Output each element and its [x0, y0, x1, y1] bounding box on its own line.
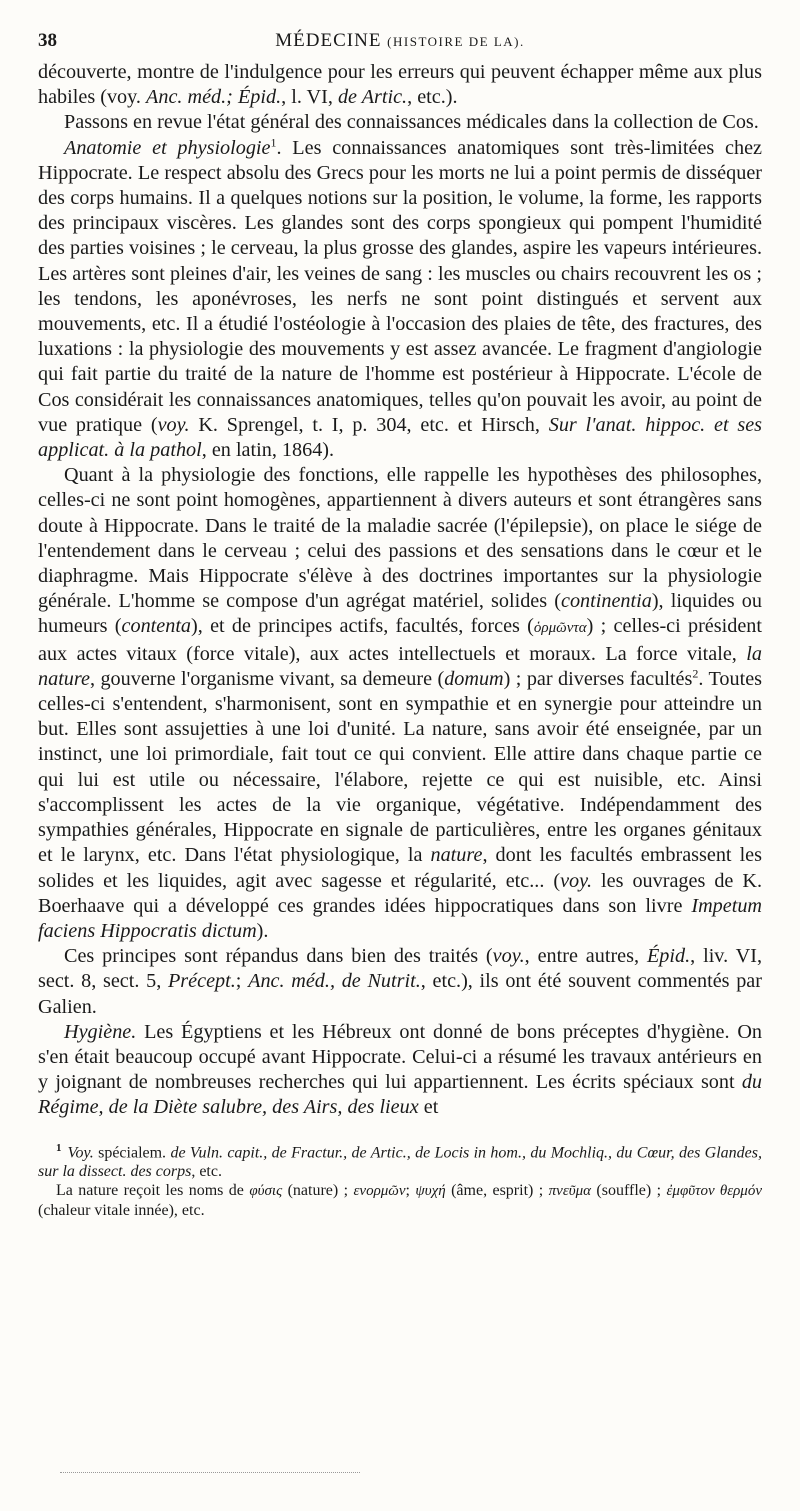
text-run: , entre autres,	[524, 945, 647, 968]
greek-term: ψυχή	[415, 1182, 446, 1199]
italic-text: Hygiène.	[64, 1020, 137, 1043]
text-run: Quant à la physiologie des fonctions, elle rappelle les hypothèses des philosophes, celles-ci ne sont point homogènes, appartiennent à divers auteurs et sont étrangères sans doute à Hippocrate. Dans le traité de la maladie sacrée (l'épilepsie), on place le siége de l'entendement dans le cerveau ; celui des passions et des sensations dans le cœur et le diaphragme. Mais Hippocrate s'élève à des doctrines importantes sur la physiologie générale. L'homme se compose d'un agrégat matériel, solides (	[38, 464, 762, 613]
text-run: , dont les facultés embrassent les solides et les liquides, agit avec sagesse et régularité, etc... (	[38, 844, 762, 892]
text-run: découverte, montre de l'indulgence pour les erreurs qui peuvent échapper même aux plus habiles (voy.	[38, 61, 762, 109]
text-run: Passons en revue l'état général des connaissances médicales dans la collection de Cos.	[64, 111, 759, 134]
text-run: ;	[405, 1181, 416, 1199]
bottom-rule	[60, 1472, 360, 1474]
footnote-ref: 2	[692, 666, 699, 681]
text-run: K. Sprengel, t. I, p. 304, etc. et Hirsch,	[189, 413, 549, 436]
text-run: , etc.).	[407, 86, 458, 109]
italic-text: nature	[430, 844, 483, 867]
footnote-mark: 1	[56, 1141, 62, 1154]
italic-text: contenta	[121, 615, 192, 638]
text-run: ), liquides ou humeurs (	[38, 590, 762, 638]
greek-term: ἐμφῦτον θερμόν	[666, 1182, 762, 1199]
text-run: ).	[256, 919, 269, 942]
italic-text: voy.	[492, 945, 525, 968]
running-head-sub: (HISTOIRE DE LA).	[387, 34, 525, 49]
paragraph	[38, 1020, 762, 1121]
italic-text: continentia	[560, 590, 652, 613]
italic-text: Anc. méd.; Épid.	[146, 86, 282, 109]
paragraph	[38, 944, 762, 1020]
footnote	[38, 1139, 762, 1181]
paragraph	[38, 463, 762, 944]
italic-text: de Vuln. capit., de Fractur., de Artic., de Locis in hom., du Mochliq., du Cœur, des Glandes, sur la dissect. des corps	[38, 1143, 763, 1180]
greek-term: ὁρμῶντα	[533, 620, 587, 637]
paragraph	[38, 110, 762, 135]
italic-text: Anc. méd., de Nutrit.	[248, 970, 421, 993]
text-run: les ouvrages de K. Boerhaave qui a développé ces grandes idées hippocratiques dans son livre	[38, 869, 762, 917]
text-run: (âme, esprit) ;	[445, 1181, 549, 1199]
text-run: et	[418, 1096, 439, 1119]
footnote-ref: 1	[270, 134, 277, 149]
text-run: (chaleur vitale innée), etc.	[38, 1201, 205, 1219]
italic-text: la nature	[38, 642, 762, 690]
footnote	[38, 1181, 762, 1220]
text-run: , en latin, 1864).	[201, 439, 335, 462]
running-head-main: MÉDECINE	[275, 30, 382, 51]
italic-text: Anatomie et physiologie	[64, 136, 271, 159]
text-run: La nature reçoit les noms de	[56, 1181, 250, 1199]
italic-text: domum	[444, 667, 504, 690]
paragraph	[38, 136, 762, 464]
text-run: spécialem.	[93, 1143, 171, 1161]
greek-term: ενορμῶν	[353, 1182, 406, 1199]
italic-text: voy.	[157, 413, 190, 436]
greek-term: φύσις	[249, 1182, 283, 1199]
greek-term: πνεῦμα	[548, 1182, 592, 1199]
page	[38, 30, 762, 1220]
text-run: , liv. VI, sect. 8, sect. 5,	[38, 945, 763, 993]
italic-text: voy.	[560, 869, 593, 892]
italic-text: du Régime, de la Diète salubre, des Airs, des lieux	[38, 1071, 762, 1119]
italic-text: Précept.	[167, 970, 236, 993]
page-header	[38, 30, 762, 60]
text-run: (souffle) ;	[591, 1181, 667, 1199]
page-number: 38	[38, 30, 57, 51]
italic-text: Impetum faciens Hippocratis dictum	[38, 894, 762, 942]
italic-text: Voy.	[67, 1143, 94, 1161]
footnotes	[38, 1139, 762, 1220]
text-run: . Les connaissances anatomiques sont très-limitées chez Hippocrate. Le respect absolu des Grecs pour les morts ne lui a point permis de disséquer des corps humains. Il a quelques notions sur la position, le volume, la forme, les rapports des principaux viscères. Les glandes sont des corps spongieux qui pompent l'humidité des parties voisines ; le cerveau, la plus grosse des glandes, aspire les vapeurs intérieures. Les artères sont pleines d'air, les veines de sang : les muscles ou chairs recouvrent les os ; les tendons, les aponévroses, les nerfs ne sont point distingués et servent aux mouvements, etc. Il a étudié l'ostéologie à l'occasion des plaies de tête, des fractures, des luxations : la physiologie des mouvements y est assez avancée. Le fragment d'angiologie qui fait partie du traité de la nature de l'homme est postérieur à Hippocrate. L'école de Cos considérait les connaissances anatomiques, telles qu'on pouvait les avoir, au point de vue pratique (	[38, 136, 762, 436]
text-run: ), et de principes actifs, facultés, forces (	[191, 615, 534, 638]
italic-text: de Artic.	[337, 86, 408, 109]
text-run: , etc.	[191, 1162, 222, 1180]
text-run: Les Égyptiens et les Hébreux ont donné de bons préceptes d'hygiène. On s'en était beaucoup occupé avant Hippocrate. Celui-ci a résumé les travaux antérieurs en y joignant de nombreuses recherches qui lui appartiennent. Les écrits spéciaux sont	[38, 1020, 762, 1094]
text-run: ) ; par diverses facultés	[503, 667, 693, 690]
body-text	[38, 60, 762, 1121]
text-run: , etc.), ils ont été souvent commentés par Galien.	[38, 970, 762, 1018]
text-run: ) ; celles-ci président aux actes vitaux (force vitale), aux actes intellectuels et moraux. La force vitale,	[38, 615, 762, 665]
text-run: , l. VI,	[281, 86, 338, 109]
text-run: (nature) ;	[282, 1181, 354, 1199]
text-run: ;	[235, 970, 249, 993]
paragraph	[38, 60, 762, 110]
text-run: , gouverne l'organisme vivant, sa demeure (	[89, 667, 445, 690]
text-run: . Toutes celles-ci s'entendent, s'harmonisent, sont en sympathie et en synergie pour atteindre un but. Elles sont assujetties à une loi d'unité. La nature, sans avoir été enseignée, par un instinct, une loi primordiale, fait tout ce qui convient. Elle attire dans chaque partie ce qui lui est utile ou nécessaire, l'élabore, rejette ce qui est nuisible, etc. Ainsi s'accomplissent les actes de la vie organique, végétative. Indépendamment des sympathies générales, Hippocrate en signale de particulières, entre les organes génitaux et le larynx, etc. Dans l'état physiologique, la	[38, 667, 763, 867]
italic-text: Sur l'anat. hippoc. et ses applicat. à la pathol	[38, 413, 763, 462]
text-run: Ces principes sont répandus dans bien des traités (	[64, 945, 493, 968]
running-head	[38, 30, 762, 52]
italic-text: Épid.	[646, 945, 691, 968]
